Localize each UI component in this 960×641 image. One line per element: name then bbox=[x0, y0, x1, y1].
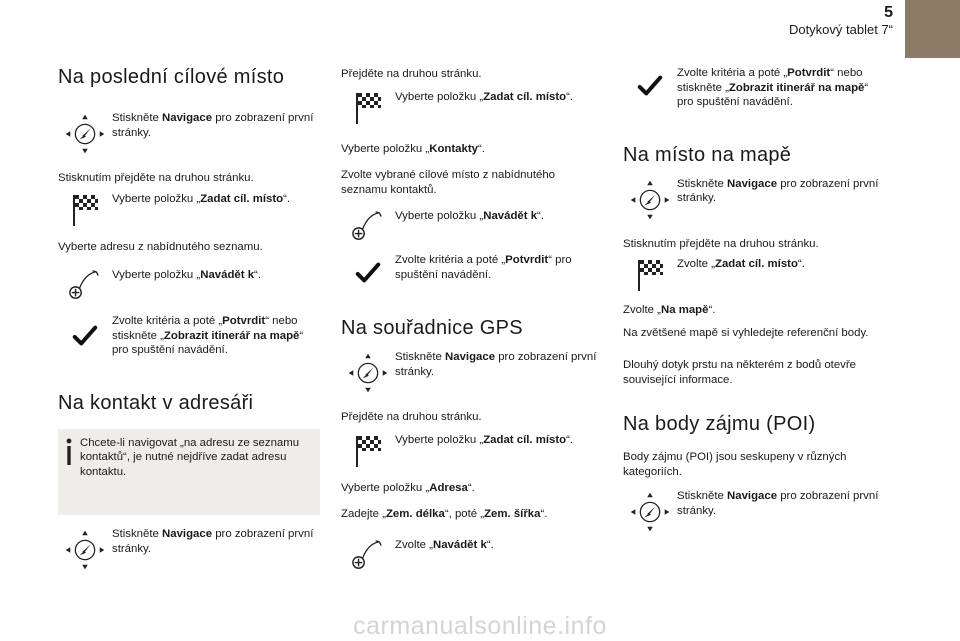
section-title-map-place: Na místo na mapě bbox=[623, 143, 792, 166]
step-text: Stiskněte Navigace pro zobrazení první stránky. bbox=[677, 177, 879, 204]
step-text: Vyberte položku „Zadat cíl. místo“. bbox=[112, 192, 291, 205]
step-text: Zvolte kritéria a poté „Potvrdit“ nebo stiskněte „Zobrazit itinerář na mapě“ pro spuštění navádění. bbox=[677, 67, 869, 108]
paragraph: Na zvětšené mapě si vyhledejte referenční body. bbox=[623, 326, 869, 339]
section-title-poi: Na body zájmu (POI) bbox=[623, 413, 816, 435]
navigate-to-icon bbox=[349, 538, 387, 572]
step-text: Vyberte položku „Navádět k“. bbox=[395, 210, 545, 222]
step-enter-destination bbox=[341, 433, 603, 469]
page-header-title: Dotykový tablet 7“ bbox=[788, 22, 893, 37]
step-navigate-to bbox=[341, 538, 603, 572]
step-confirm bbox=[341, 253, 603, 287]
step-navigation bbox=[58, 111, 320, 157]
paragraph: Stisknutím přejděte na druhou stránku. bbox=[58, 172, 254, 184]
step-text: Stiskněte Navigace pro zobrazení první stránky. bbox=[395, 351, 597, 378]
section-title-gps: Na souřadnice GPS bbox=[341, 317, 523, 339]
checkmark-icon bbox=[354, 259, 382, 287]
info-icon bbox=[64, 438, 74, 466]
step-enter-destination bbox=[341, 90, 603, 126]
navigation-icon bbox=[62, 527, 108, 573]
paragraph: Body zájmu (POI) jsou seskupeny v různých kategoriích. bbox=[623, 451, 847, 478]
checkered-flag-icon bbox=[352, 433, 384, 469]
step-navigation bbox=[58, 527, 320, 573]
step-text: Zvolte „Navádět k“. bbox=[395, 538, 494, 551]
step-text: Stiskněte Navigace pro zobrazení první stránky. bbox=[677, 490, 879, 517]
navigation-icon bbox=[62, 111, 108, 157]
checkered-flag-icon bbox=[69, 192, 101, 228]
paragraph: Přejděte na druhou stránku. bbox=[341, 411, 482, 423]
navigate-to-icon bbox=[349, 209, 387, 243]
step-text: Zvolte kritéria a poté „Potvrdit“ pro spuštění navádění. bbox=[395, 254, 572, 281]
step-text: Stiskněte Navigace pro zobrazení první stránky. bbox=[112, 112, 314, 139]
step-text: Zvolte kritéria a poté „Potvrdit“ nebo stiskněte „Zobrazit itinerář na mapě“ pro spuštění navádění. bbox=[112, 315, 304, 356]
step-text: Vyberte položku „Zadat cíl. místo“. bbox=[395, 90, 574, 103]
column-1 bbox=[58, 60, 320, 573]
checkered-flag-icon bbox=[352, 90, 384, 126]
step-navigation bbox=[623, 489, 885, 535]
paragraph: Vyberte položku „Adresa“. bbox=[341, 481, 475, 494]
column-3 bbox=[623, 60, 885, 535]
paragraph: Přejděte na druhou stránku. bbox=[341, 68, 482, 80]
section-title-contact: Na kontakt v adresáři bbox=[58, 391, 254, 414]
column-2 bbox=[341, 60, 603, 572]
chapter-tab bbox=[905, 0, 960, 58]
step-navigate-to bbox=[58, 268, 320, 302]
paragraph: Zadejte „Zem. délka“, poté „Zem. šířka“. bbox=[341, 508, 548, 520]
paragraph: Stisknutím přejděte na druhou stránku. bbox=[623, 237, 819, 250]
step-confirm bbox=[623, 66, 885, 110]
navigate-to-icon bbox=[66, 268, 104, 302]
watermark: carmanualsonline.info bbox=[353, 612, 607, 640]
info-box bbox=[58, 429, 320, 516]
paragraph: Dlouhý dotyk prstu na některém z bodů otevře související informace. bbox=[623, 359, 857, 386]
info-text: Chcete-li navigovat „na adresu ze seznamu kontaktů“, je nutné nejdříve zadat adresu kontaktu. bbox=[80, 436, 300, 478]
step-navigation bbox=[623, 177, 885, 223]
step-enter-destination bbox=[623, 257, 885, 293]
step-navigate-to bbox=[341, 209, 603, 243]
paragraph: Vyberte položku „Kontakty“. bbox=[341, 142, 485, 155]
navigation-icon bbox=[345, 350, 391, 396]
paragraph: Vyberte adresu z nabídnutého seznamu. bbox=[58, 240, 263, 253]
step-text: Zvolte „Zadat cíl. místo“. bbox=[677, 258, 805, 270]
paragraph: Zvolte „Na mapě“. bbox=[623, 304, 716, 316]
page-number: 5 bbox=[884, 4, 893, 21]
step-text: Vyberte položku „Zadat cíl. místo“. bbox=[395, 433, 574, 446]
navigation-icon bbox=[627, 489, 673, 535]
paragraph: Zvolte vybrané cílové místo z nabídnutého seznamu kontaktů. bbox=[341, 169, 556, 196]
step-navigation bbox=[341, 350, 603, 396]
step-text: Stiskněte Navigace pro zobrazení první stránky. bbox=[112, 528, 314, 555]
step-enter-destination bbox=[58, 192, 320, 228]
checkmark-icon bbox=[71, 322, 99, 350]
navigation-icon bbox=[627, 177, 673, 223]
checkered-flag-icon bbox=[634, 257, 666, 293]
step-confirm bbox=[58, 314, 320, 358]
checkmark-icon bbox=[636, 72, 664, 100]
step-text: Vyberte položku „Navádět k“. bbox=[112, 269, 262, 281]
section-title-last-destination: Na poslední cílové místo bbox=[58, 66, 285, 88]
